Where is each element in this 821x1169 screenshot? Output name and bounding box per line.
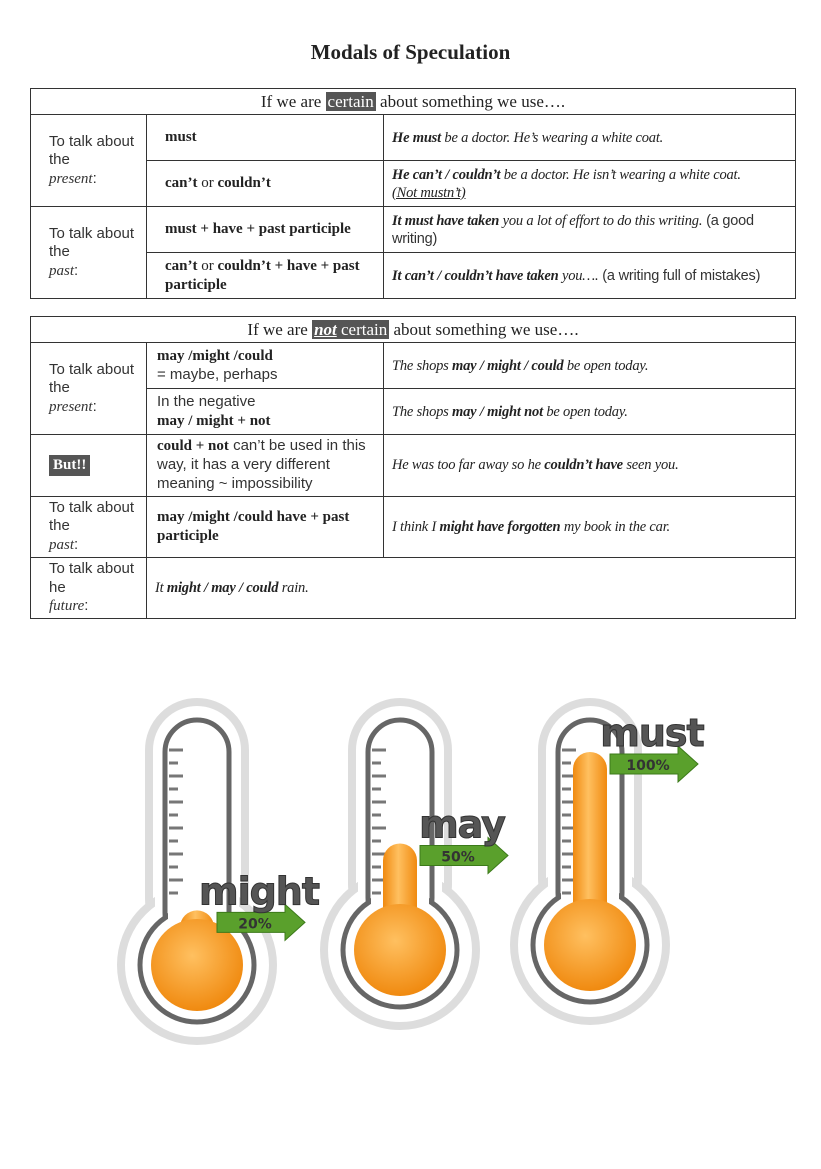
form-negative: In the negative may / might + not [147,389,384,435]
label-past-uncertain: To talk about the past: [31,496,147,557]
form-might-have: may /might /could have + past participle [147,496,384,557]
label-present-uncertain: To talk about the present: [31,343,147,435]
but-cell [31,435,147,496]
example-future: It might / may / could rain. [147,557,796,618]
word-label-may: may [419,802,505,847]
form-must-have: must + have + past participle [147,207,384,253]
percent-label-must: 100% [626,758,670,774]
label-present: To talk about the present: [31,115,147,207]
example-cant: He can’t / couldn’t be a doctor. He isn’t wearing a white coat. (Not mustn’t) [384,161,796,207]
page-title: Modals of Speculation [310,40,511,64]
certain-table [30,88,796,299]
highlight-certain: certain [327,92,374,111]
form-cant-have: can’t or couldn’t + have + past participle [147,253,384,299]
thermometer-may [324,702,508,1026]
percent-label-might: 20% [238,916,272,933]
thermometer-graphic [0,640,821,1090]
example-may-might-could: The shops may / might / could be open today. [384,343,796,389]
example-might-have: I think I might have forgotten my book in the car. [384,496,796,557]
form-cant: can’t or couldn’t [147,161,384,207]
example-must-have: It must have taken you a lot of effort to do this writing. (a good writing) [384,207,796,253]
word-label-must: must [600,711,704,755]
thermometer-must [514,702,705,1021]
highlight-not: not [314,320,337,339]
bulb-must [544,899,636,991]
form-may-might-could: may /might /could = maybe, perhaps [147,343,384,389]
form-could-not: could + not can’t be used in this way, it has a very different meaning ~ impossibility [147,435,384,496]
but-badge: But!! [49,455,90,476]
label-future: To talk about he future: [31,557,147,618]
label-past: To talk about the past: [31,207,147,299]
word-label-might: might [198,869,320,914]
percent-label-may: 50% [441,849,475,866]
certain-header: If we are certain about something we use…. [31,89,796,115]
thermometer-might [121,702,320,1041]
uncertain-table [30,316,796,619]
bulb-may [354,904,446,996]
example-could-not: He was too far away so he couldn’t have seen you. [384,435,796,496]
example-must: He must be a doctor. He’s wearing a white coat. [384,115,796,161]
example-cant-have: It can’t / couldn’t have taken you…. (a writing full of mistakes) [384,253,796,299]
uncertain-header: If we are not certain about something we use…. [31,317,796,343]
example-negative: The shops may / might not be open today. [384,389,796,435]
form-must: must [147,115,384,161]
